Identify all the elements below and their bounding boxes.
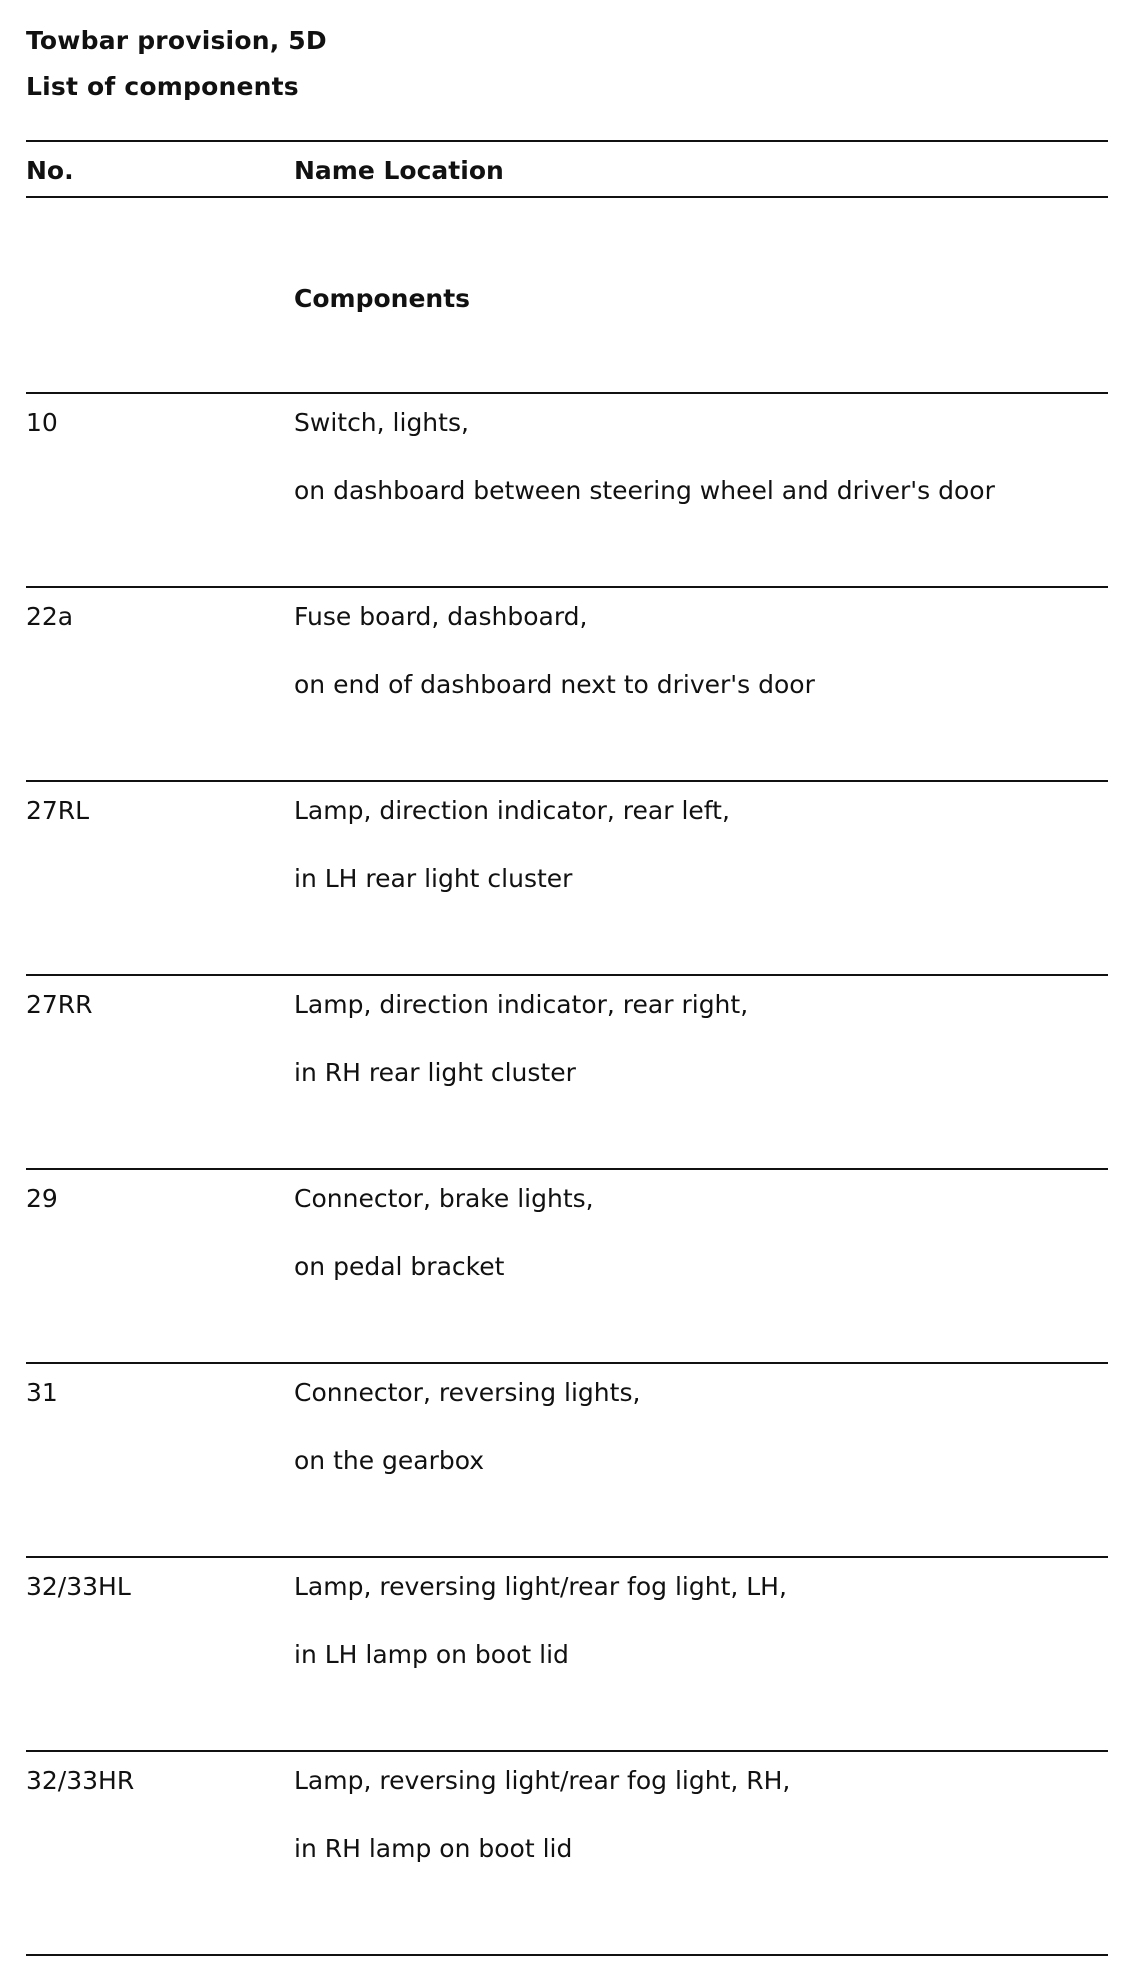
column-header-no: No. [26,156,74,185]
component-number: 32/33HR [26,1766,135,1795]
component-location: on the gearbox [294,1446,485,1475]
table-top-rule [26,140,1108,142]
component-number: 31 [26,1378,58,1407]
component-location: on end of dashboard next to driver's door [294,670,815,699]
component-location: on pedal bracket [294,1252,505,1281]
row-separator [26,1362,1108,1364]
table-bottom-rule [26,1954,1108,1956]
component-number: 27RR [26,990,93,1019]
component-location: in LH lamp on boot lid [294,1640,569,1669]
header-bottom-rule [26,196,1108,198]
row-separator [26,780,1108,782]
row-separator [26,974,1108,976]
component-location: in LH rear light cluster [294,864,573,893]
component-name: Lamp, reversing light/rear fog light, LH, [294,1572,787,1601]
component-name: Lamp, direction indicator, rear right, [294,990,749,1019]
row-separator [26,1750,1108,1752]
component-name: Switch, lights, [294,408,469,437]
component-number: 29 [26,1184,58,1213]
row-separator [26,392,1108,394]
section-heading: Components [294,284,471,313]
document-subtitle: List of components [26,72,299,101]
component-name: Fuse board, dashboard, [294,602,588,631]
component-location: on dashboard between steering wheel and driver's door [294,476,995,505]
component-number: 27RL [26,796,90,825]
component-number: 22a [26,602,74,631]
document-title: Towbar provision, 5D [26,26,327,55]
component-location: in RH rear light cluster [294,1058,576,1087]
component-location: in RH lamp on boot lid [294,1834,573,1863]
row-separator [26,1556,1108,1558]
component-name: Lamp, reversing light/rear fog light, RH, [294,1766,791,1795]
component-number: 32/33HL [26,1572,131,1601]
column-header-name-location: Name Location [294,156,504,185]
component-number: 10 [26,408,58,437]
row-separator [26,586,1108,588]
component-name: Connector, reversing lights, [294,1378,641,1407]
row-separator [26,1168,1108,1170]
component-name: Lamp, direction indicator, rear left, [294,796,730,825]
component-name: Connector, brake lights, [294,1184,594,1213]
